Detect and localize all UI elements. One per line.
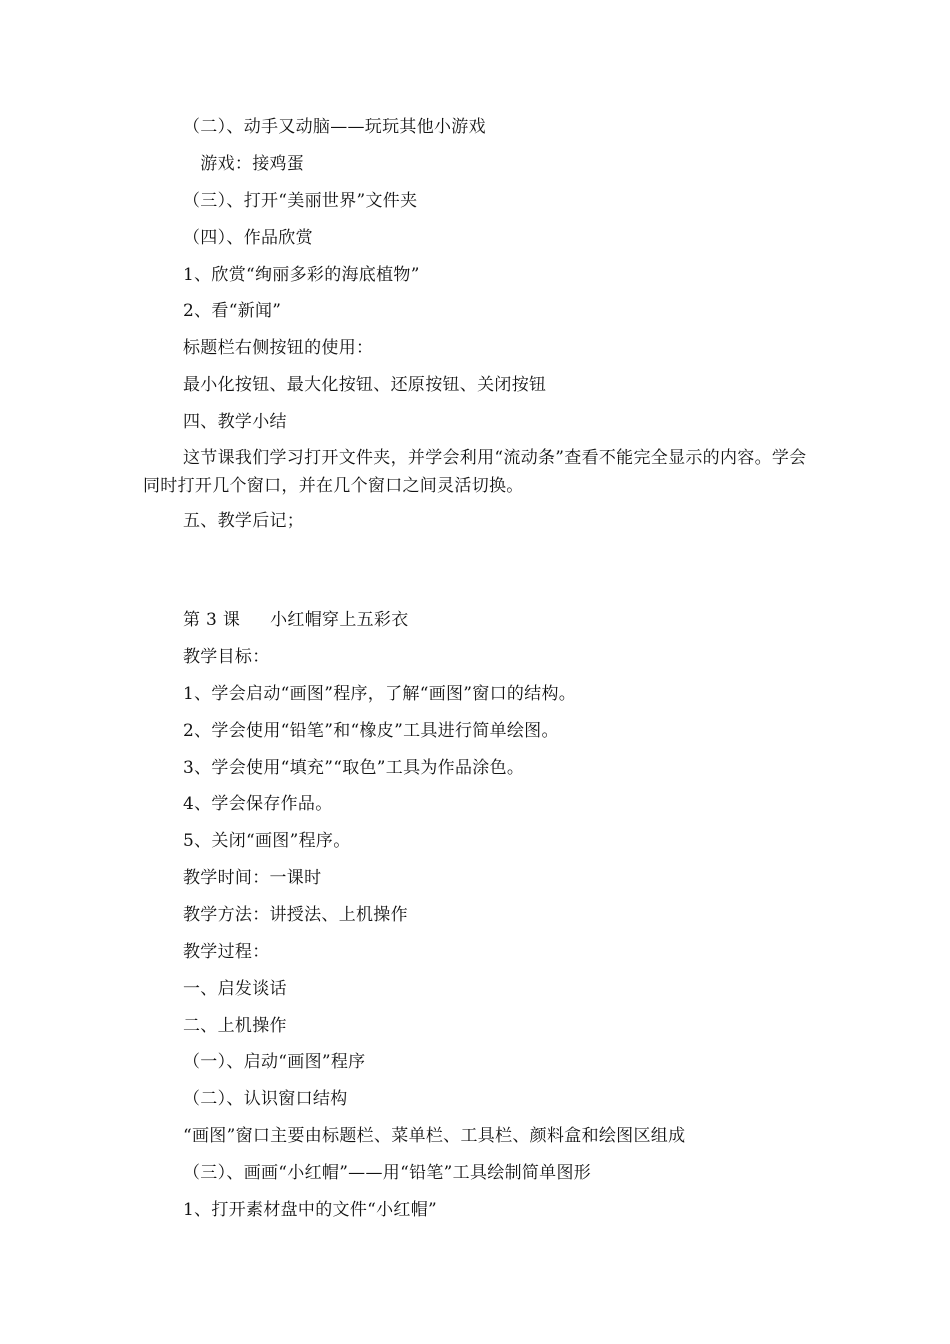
lesson-name: 小红帽穿上五彩衣 <box>270 610 409 630</box>
objective-5: 5、关闭“画图”程序。 <box>183 831 351 851</box>
title-bar-buttons-heading: 标题栏右侧按钮的使用： <box>183 338 374 358</box>
substep-window-structure: （二）、认识窗口结构 <box>183 1089 348 1109</box>
section-heading-afterword: 五、教学后记； <box>183 511 305 531</box>
substep-start-paint: （一）、启动“画图”程序 <box>183 1052 366 1072</box>
substep-draw-red-riding-hood: （三）、画画“小红帽”——用“铅笔”工具绘制简单图形 <box>183 1163 592 1183</box>
game-name-line: 游戏：接鸡蛋 <box>183 154 305 174</box>
objective-1: 1、学会启动“画图”程序，了解“画图”窗口的结构。 <box>183 684 577 704</box>
section-heading-open-folder: （三）、打开“美丽世界”文件夹 <box>183 191 418 211</box>
summary-paragraph: 这节课我们学习打开文件夹，并学会利用“流动条”查看不能完全显示的内容。学会同时打开几个窗口，并在几个窗口之间灵活切换。 <box>143 448 807 496</box>
objective-2: 2、学会使用“铅笔”和“橡皮”工具进行简单绘图。 <box>183 721 559 741</box>
list-item-1: 1、欣赏“绚丽多彩的海底植物” <box>183 265 420 285</box>
window-structure-description: “画图”窗口主要由标题栏、菜单栏、工具栏、颜料盒和绘图区组成 <box>183 1126 686 1146</box>
objective-4: 4、学会保存作品。 <box>183 794 333 814</box>
objectives-heading: 教学目标： <box>183 647 270 667</box>
title-bar-buttons-list: 最小化按钮、最大化按钮、还原按钮、关闭按钮 <box>183 375 547 395</box>
open-file-step: 1、打开素材盘中的文件“小红帽” <box>183 1200 437 1220</box>
section-heading-summary: 四、教学小结 <box>183 412 287 432</box>
step-1-heading: 一、启发谈话 <box>183 979 287 999</box>
step-2-heading: 二、上机操作 <box>183 1016 287 1036</box>
teaching-method: 教学方法：讲授法、上机操作 <box>183 905 408 925</box>
lesson-title <box>183 609 409 631</box>
objective-3: 3、学会使用“填充”“取色”工具为作品涂色。 <box>183 758 525 778</box>
section-heading-appreciation: （四）、作品欣赏 <box>183 228 313 248</box>
section-heading-games: （二）、动手又动脑——玩玩其他小游戏 <box>183 117 486 137</box>
lesson-number: 第 3 课 <box>183 610 241 630</box>
list-item-2: 2、看“新闻” <box>183 301 282 321</box>
teaching-process-heading: 教学过程： <box>183 942 270 962</box>
teaching-time: 教学时间：一课时 <box>183 868 322 888</box>
